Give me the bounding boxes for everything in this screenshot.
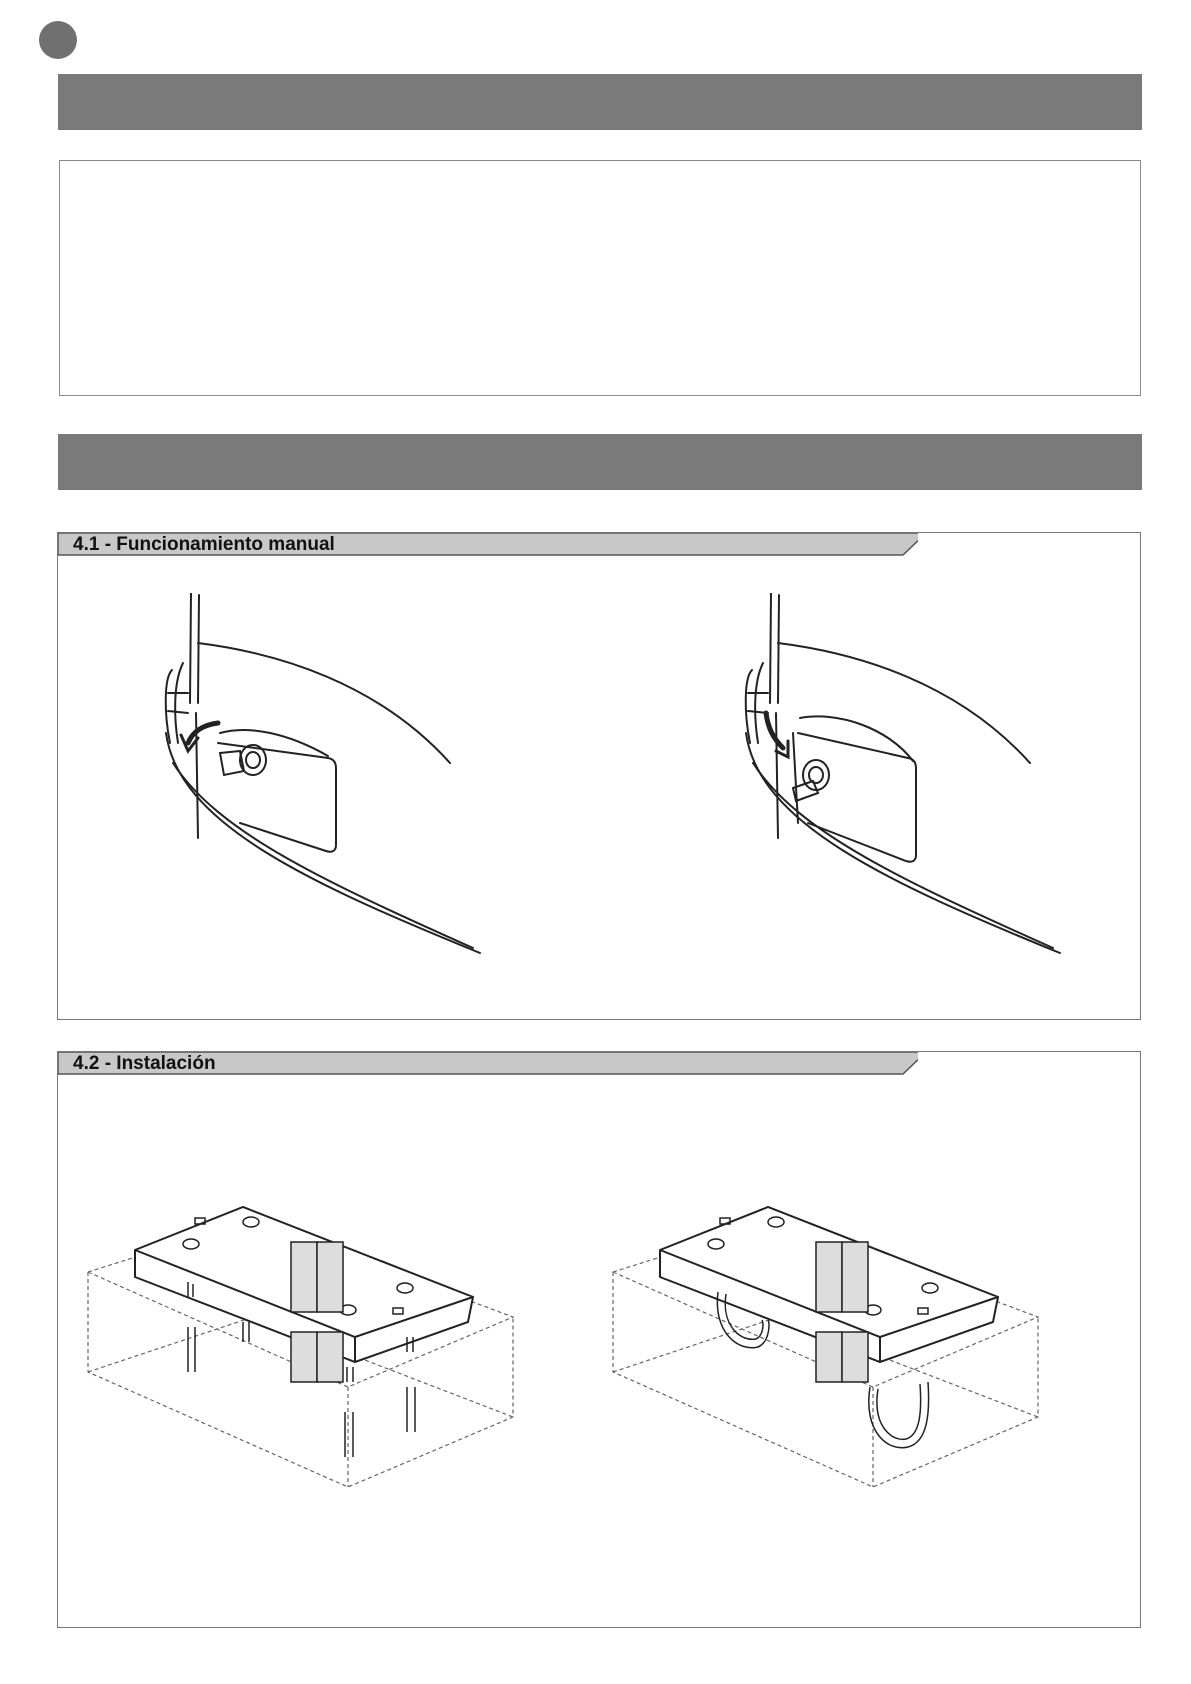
illustration-unlock <box>158 593 518 983</box>
section-title: 4.1 - Funcionamiento manual <box>73 534 335 555</box>
warning-text-box <box>59 160 1141 396</box>
illustration-plate-anchor-bolts <box>83 1202 553 1502</box>
chapter-header-band <box>58 74 1142 130</box>
section-title: 4.2 - Instalación <box>73 1053 216 1074</box>
illustration-lock <box>738 593 1098 983</box>
section-installation <box>57 1051 1141 1628</box>
section-manual-operation <box>57 532 1141 1020</box>
section-header-band <box>58 434 1142 490</box>
illustration-plate-u-bolts <box>608 1202 1078 1502</box>
section-tab <box>58 533 918 556</box>
section-tab <box>58 1052 918 1075</box>
page-number-dot <box>39 21 77 59</box>
